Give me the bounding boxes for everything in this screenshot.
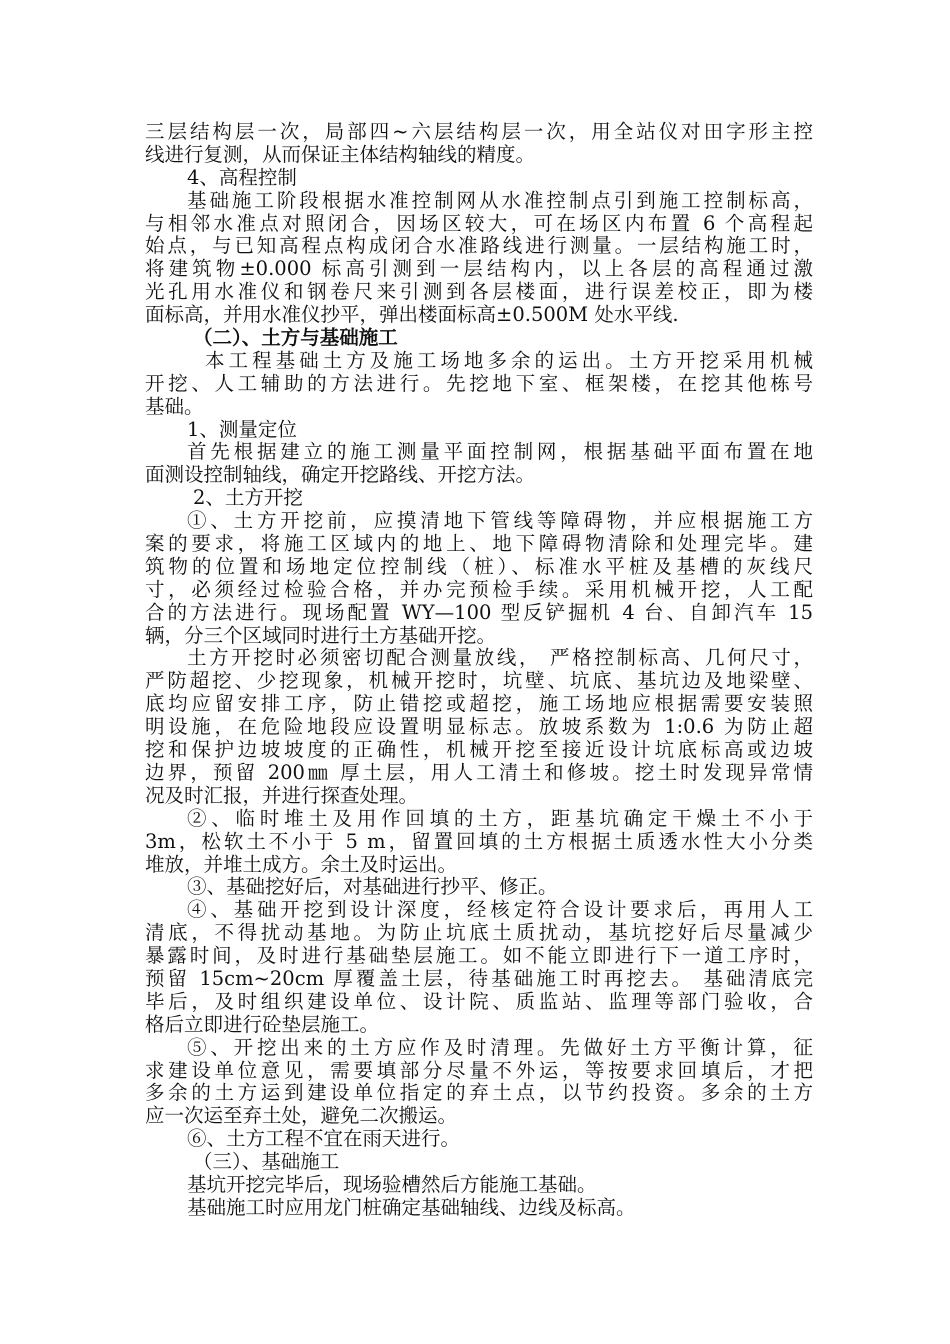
paragraph-line: 清底，不得扰动基地。为防止坑底土质扰动，基坑挖好后尽量减少 xyxy=(145,922,813,945)
document-page xyxy=(145,121,813,1220)
paragraph-line: 况及时汇报，并进行探查处理。 xyxy=(145,783,419,807)
paragraph-line: 挖和保护边坡坡度的正确性，机械开挖至接近设计坑底标高或边坡 xyxy=(145,739,813,762)
paragraph-line: ④、基础开挖到设计深度，经核定符合设计要求后，再用人工 xyxy=(187,899,813,922)
paragraph-line: 应一次运至弃土处，避免二次搬运。 xyxy=(145,1104,458,1128)
paragraph-line: 3m，松软土不小于 5 m，留置回填的土方根据土质透水性大小分类 xyxy=(145,830,813,853)
paragraph-line: 边界，预留 200㎜ 厚土层，用人工清土和修坡。挖土时发现异常情 xyxy=(145,761,813,784)
paragraph-line: 基础。 xyxy=(145,394,204,418)
paragraph-line: 始点，与已知高程点构成闭合水准路线进行测量。一层结构施工时， xyxy=(145,235,813,258)
paragraph-line: 首先根据建立的施工测量平面控制网，根据基础平面布置在地 xyxy=(187,441,813,464)
paragraph-line: 基础施工阶段根据水准控制网从水准控制点引到施工控制标高， xyxy=(187,189,813,212)
paragraph-line: 三层结构层一次，局部四~六层结构层一次，用全站仪对田字形主控 xyxy=(145,121,813,143)
section-heading: 4、高程控制 xyxy=(187,165,297,189)
paragraph-line: 与相邻水准点对照闭合，因场区较大，可在场区内布置 6 个高程起 xyxy=(145,212,813,235)
paragraph-line: 格后立即进行砼垫层施工。 xyxy=(145,1012,380,1036)
paragraph-line: 面标高，并用水准仪抄平，弹出楼面标高±0.500M 处水平线. xyxy=(145,303,679,327)
paragraph-line: 基础施工时应用龙门桩确定基础轴线、边线及标高。 xyxy=(187,1195,636,1219)
paragraph-line: 底均应留安排工序，防止错挖或超挖，施工场地应根据需要安装照 xyxy=(145,693,813,716)
paragraph-line: 光孔用水准仪和钢卷尺来引测到各层楼面，进行误差校正，即为楼 xyxy=(145,281,813,304)
section-heading: 2、土方开挖 xyxy=(193,486,303,510)
paragraph-line: 基坑开挖完毕后，现场验槽然后方能施工基础。 xyxy=(187,1172,597,1196)
paragraph-line: 本工程基础土方及施工场地多余的运出。土方开挖采用机械 xyxy=(205,349,813,372)
paragraph-line: 将建筑物±0.000 标高引测到一层结构内，以上各层的高程通过激 xyxy=(145,258,813,281)
paragraph-line: 多余的土方运到建设单位指定的弃土点，以节约投资。多余的土方 xyxy=(145,1082,813,1105)
section-heading: 1、测量定位 xyxy=(187,417,297,441)
paragraph-line: 求建设单位意见，需要填部分尽量不外运，等按要求回填后，才把 xyxy=(145,1059,813,1082)
paragraph-line: ②、临时堆土及用作回填的土方，距基坑确定干燥土不小于 xyxy=(187,807,813,830)
paragraph-line: 线进行复测，从而保证主体结构轴线的精度。 xyxy=(145,142,536,166)
paragraph-line: 案的要求，将施工区域内的地上、地下障碍物清除和处理完毕。建 xyxy=(145,533,813,556)
paragraph-line: 辆，分三个区域同时进行土方基础开挖。 xyxy=(145,623,497,647)
paragraph-line: 土方开挖时必须密切配合测量放线， 严格控制标高、几何尺寸， xyxy=(187,647,813,670)
paragraph-line: ⑥、土方工程不宜在雨天进行。 xyxy=(187,1127,461,1151)
paragraph-line: 面测设控制轴线，确定开挖路线、开挖方法。 xyxy=(145,463,536,487)
paragraph-line: ③、基础挖好后，对基础进行抄平、修正。 xyxy=(187,875,558,899)
paragraph-line: 预留 15cm~20cm 厚覆盖土层，待基础施工时再挖去。 基础清底完 xyxy=(145,967,813,990)
paragraph-line: 暴露时间，及时进行基础垫层施工。如不能立即进行下一道工序时， xyxy=(145,945,813,968)
section-title: （二）、土方与基础施工 xyxy=(193,326,398,350)
paragraph-line: 开挖、人工辅助的方法进行。先挖地下室、框架楼，在挖其他栋号 xyxy=(145,372,813,395)
paragraph-line: 合的方法进行。现场配置 WY—100 型反铲掘机 4 台、自卸汽车 15 xyxy=(145,601,813,624)
paragraph-line: 严防超挖、少挖现象，机械开挖时，坑壁、坑底、基坑边及地梁壁、 xyxy=(145,670,813,693)
paragraph-line: ⑤、开挖出来的土方应作及时清理。先做好土方平衡计算，征 xyxy=(187,1036,813,1059)
paragraph-line: ①、土方开挖前，应摸清地下管线等障碍物，并应根据施工方 xyxy=(187,510,813,533)
paragraph-line: 毕后，及时组织建设单位、设计院、质监站、监理等部门验收，合 xyxy=(145,990,813,1013)
paragraph-line: 明设施，在危险地段应设置明显标志。放坡系数为 1:0.6 为防止超 xyxy=(145,716,813,739)
paragraph-line: 筑物的位置和场地定位控制线（桩）、标准水平桩及基槽的灰线尺 xyxy=(145,555,813,578)
paragraph-line: 寸，必须经过检验合格，并办完预检手续。采用机械开挖，人工配 xyxy=(145,578,813,601)
section-title: （三）、基础施工 xyxy=(193,1150,340,1174)
paragraph-line: 堆放，并堆土成方。余土及时运出。 xyxy=(145,852,458,876)
